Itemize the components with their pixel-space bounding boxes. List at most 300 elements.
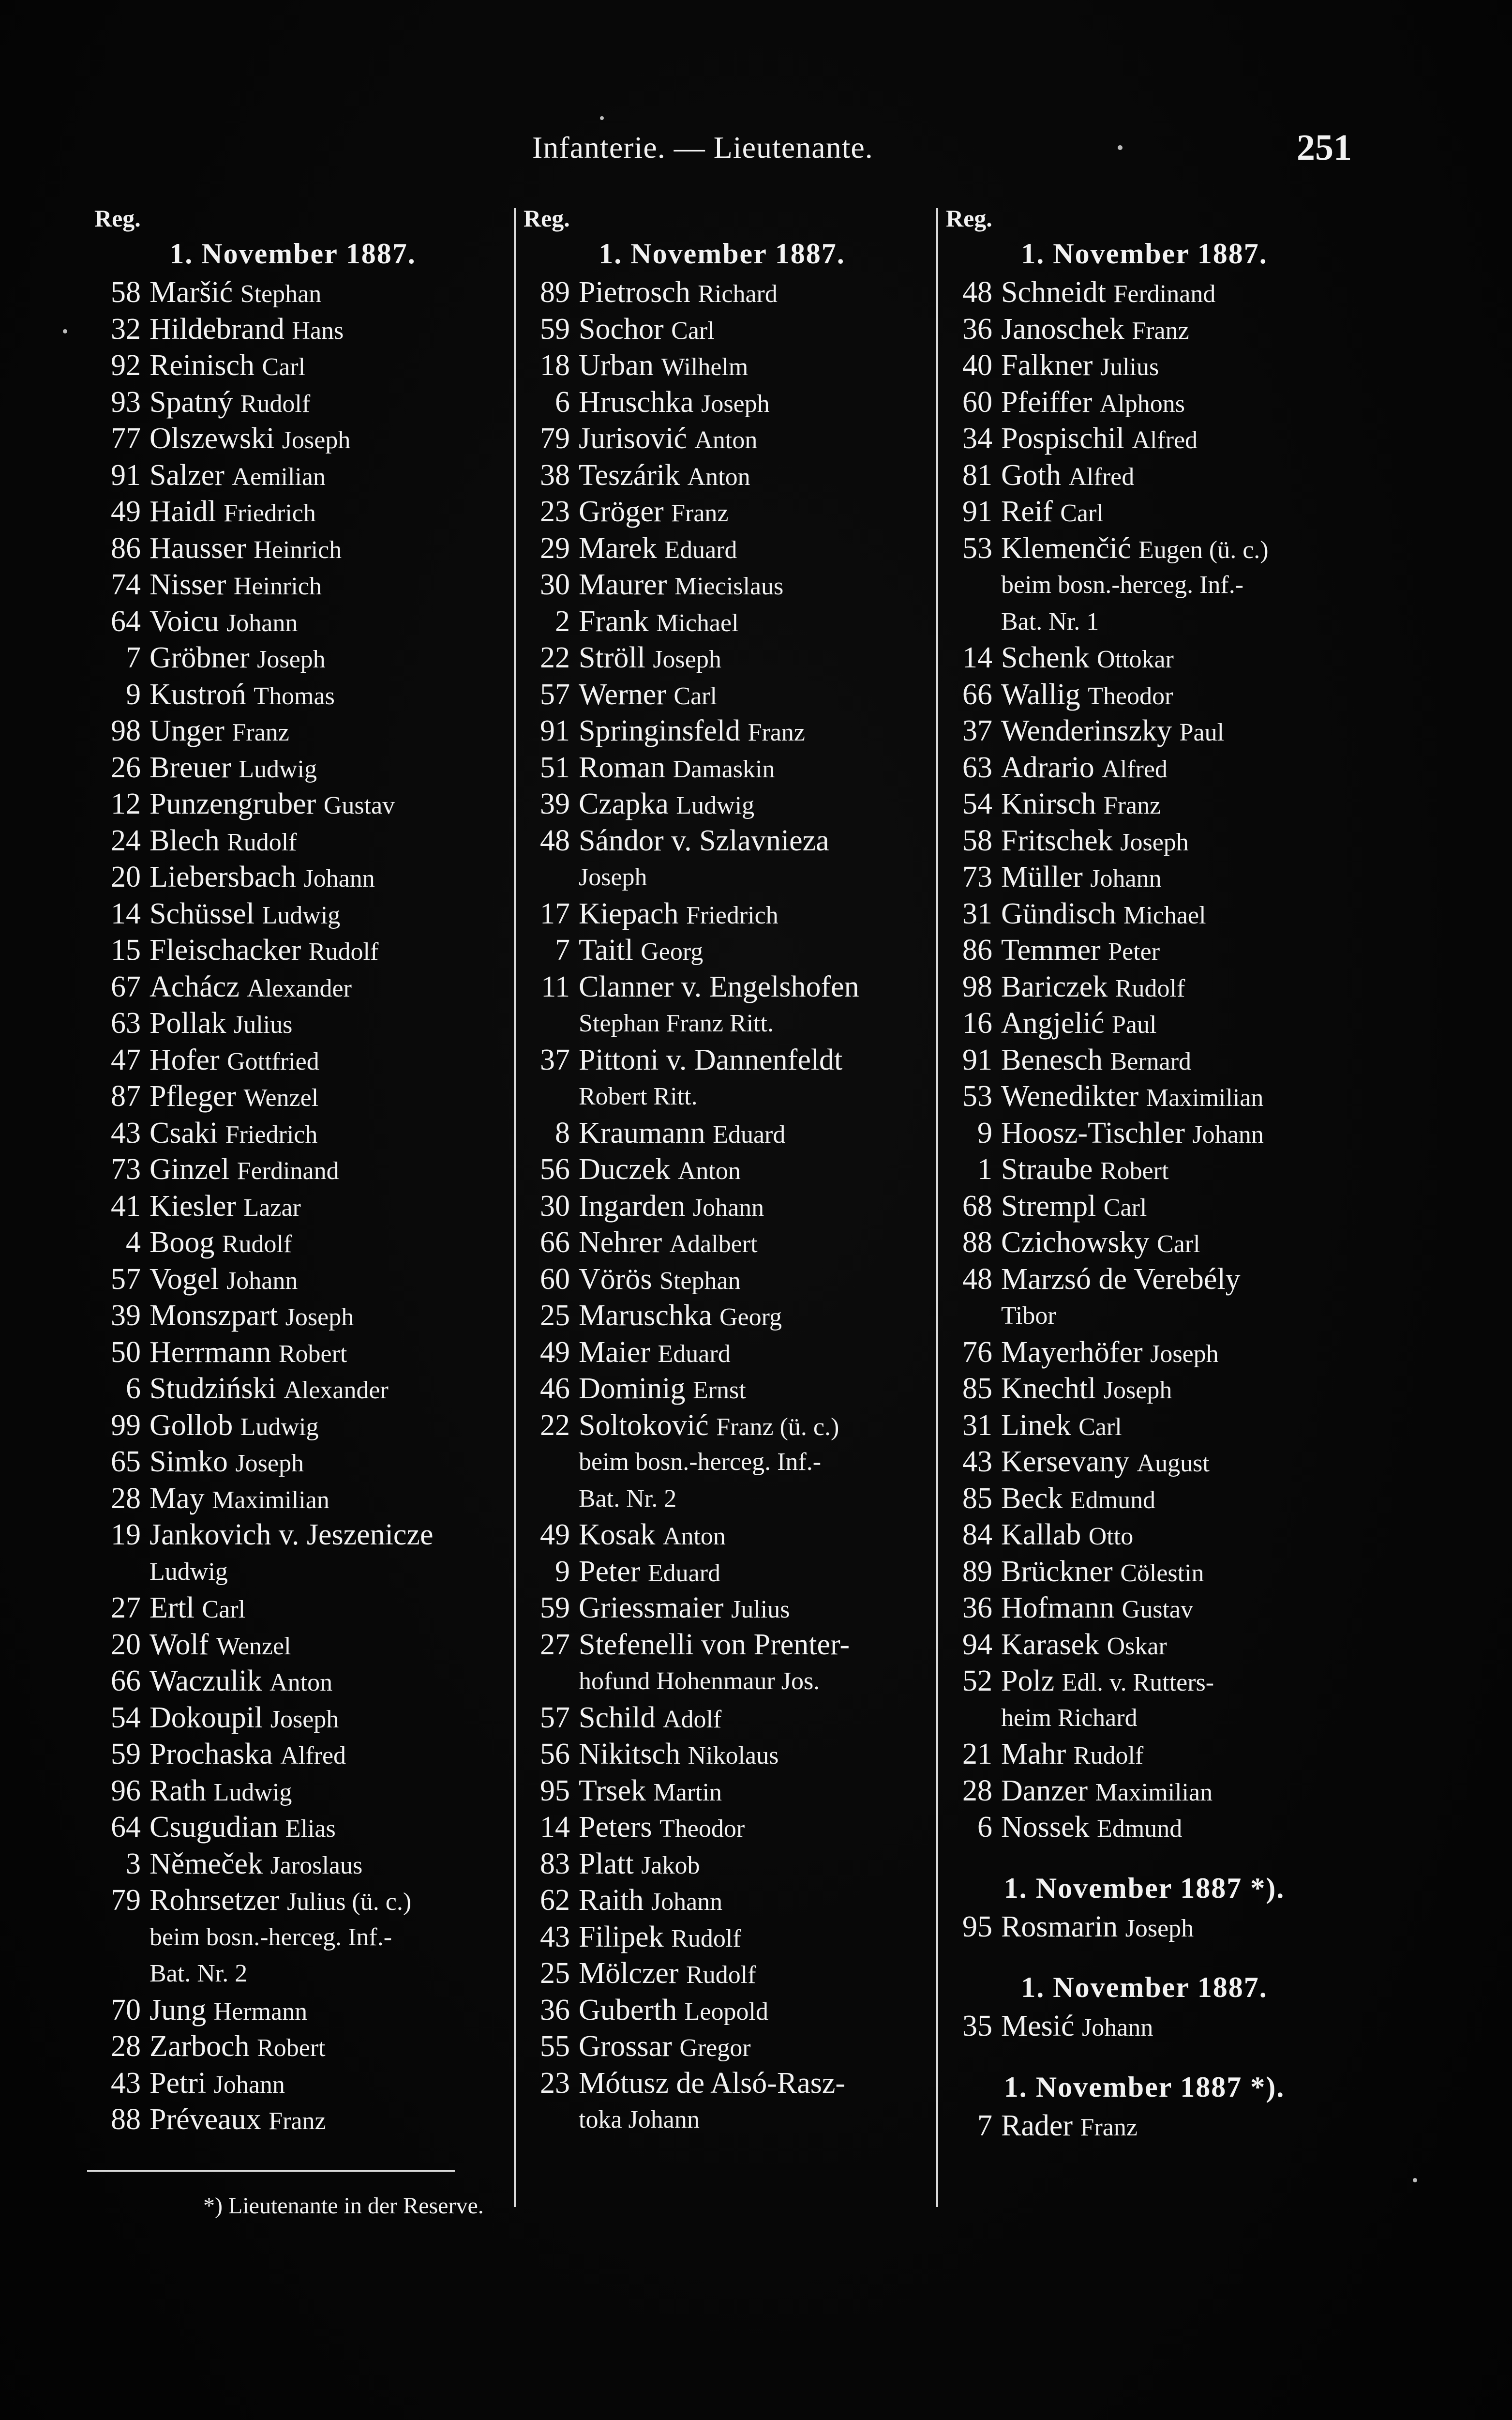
column-3	[946, 203, 1343, 2144]
given-name: Michael	[1123, 901, 1206, 929]
running-head	[0, 127, 1512, 173]
list-item	[946, 1151, 1343, 1188]
given-name: Alfred	[1132, 426, 1198, 454]
given-name: Gustav	[1122, 1596, 1193, 1623]
list-item	[946, 421, 1343, 457]
given-name: Jaroslaus	[270, 1851, 363, 1879]
regiment-number: 70	[111, 1993, 141, 2027]
list-item	[946, 1481, 1343, 1517]
list-item	[94, 1078, 491, 1115]
regiment-number: 98	[962, 970, 992, 1003]
surname: Linek	[1001, 1408, 1071, 1442]
surname: Fleischacker	[150, 934, 301, 967]
surname: Unger	[150, 714, 225, 747]
regiment-number: 96	[111, 1774, 141, 1807]
surname: Strempl	[1001, 1189, 1096, 1223]
given-name: Franz	[1132, 317, 1189, 345]
list-item	[524, 1334, 920, 1371]
surname: Petri	[150, 2066, 207, 2100]
regiment-number: 43	[540, 1920, 570, 1953]
dust-speck	[1118, 145, 1123, 150]
regiment-number: 30	[540, 568, 570, 601]
dust-speck	[600, 116, 604, 120]
regiment-number: 95	[962, 1910, 992, 1943]
surname: Ingarden	[579, 1189, 686, 1223]
list-item	[94, 1225, 491, 1261]
regiment-number: 36	[962, 1591, 992, 1624]
list-item	[524, 1736, 920, 1773]
list-item	[94, 1882, 491, 1919]
given-name: Alfred	[280, 1742, 346, 1770]
surname: Mesić	[1001, 2010, 1075, 2042]
regiment-number: 99	[111, 1408, 141, 1442]
surname: Pfleger	[150, 1080, 237, 1113]
regiment-number: 81	[962, 458, 992, 492]
surname: Stefenelli von Prenter-	[579, 1628, 850, 1661]
list-item	[946, 1407, 1343, 1444]
regiment-number: 92	[111, 349, 141, 382]
given-name: Julius	[731, 1596, 790, 1623]
list-item	[524, 1992, 920, 2029]
given-name: Rudolf	[671, 1924, 741, 1952]
list-item	[946, 1078, 1343, 1115]
given-name: Anton	[269, 1669, 333, 1696]
given-name: Bernard	[1110, 1047, 1192, 1075]
regiment-number: 56	[540, 1738, 570, 1770]
list-item	[946, 823, 1343, 860]
list-item	[946, 311, 1343, 348]
given-name: Joseph	[285, 1303, 354, 1331]
surname: Fritschek	[1001, 824, 1113, 857]
list-item	[946, 1554, 1343, 1590]
surname: Breuer	[150, 751, 231, 784]
surname: Gündisch	[1001, 897, 1116, 930]
given-name: Joseph	[282, 426, 351, 454]
regiment-number: 20	[111, 861, 141, 893]
regiment-number: 76	[962, 1335, 992, 1369]
regiment-number: 36	[540, 1993, 570, 2027]
regiment-number: 41	[111, 1189, 141, 1223]
regiment-number: 29	[540, 531, 570, 565]
given-name: Gottfried	[227, 1047, 319, 1075]
given-name: Johann	[651, 1888, 723, 1916]
list-item	[94, 1334, 491, 1371]
given-name: Martin	[653, 1778, 722, 1806]
list-item	[524, 969, 920, 1006]
given-name: Johann	[226, 1267, 298, 1295]
given-name: Joseph	[1125, 1914, 1194, 1942]
regiment-number: 43	[111, 2066, 141, 2100]
regiment-number: 68	[962, 1189, 992, 1223]
regiment-number: 21	[962, 1738, 992, 1770]
given-name: Damaskin	[673, 755, 775, 783]
list-item	[94, 348, 491, 384]
surname: Pollak	[150, 1007, 226, 1040]
entry-continuation: beim bosn.-herceg. Inf.-	[579, 1448, 822, 1476]
surname: Danzer	[1001, 1774, 1088, 1807]
list-item	[946, 896, 1343, 933]
list-item	[94, 1517, 491, 1554]
surname: Simko	[150, 1445, 228, 1478]
regiment-number: 23	[540, 2066, 570, 2100]
list-item	[94, 1444, 491, 1481]
list-item	[524, 530, 920, 567]
surname: Herrmann	[150, 1335, 271, 1369]
list-item	[946, 1590, 1343, 1627]
given-name: Edmund	[1097, 1815, 1183, 1843]
surname: Monszpart	[150, 1299, 278, 1332]
reg-label: Reg.	[524, 205, 570, 232]
given-name: Rudolf	[1115, 974, 1185, 1002]
given-name: Ludwig	[262, 901, 341, 929]
regiment-number: 49	[540, 1335, 570, 1369]
surname: Hoosz-Tischler	[1001, 1116, 1185, 1150]
list-item	[524, 2065, 920, 2102]
surname: Dominig	[579, 1372, 686, 1405]
surname: Vörös	[579, 1262, 652, 1296]
list-item	[524, 1188, 920, 1225]
list-item	[94, 1700, 491, 1737]
regiment-number: 32	[111, 312, 141, 346]
entry-continuation: Bat. Nr. 2	[150, 1960, 248, 1987]
given-name: Wilhelm	[661, 353, 749, 381]
given-name: Julius (ü. c.)	[287, 1888, 412, 1916]
regiment-number: 88	[111, 2103, 141, 2136]
regiment-number: 87	[111, 1080, 141, 1113]
list-item	[94, 2028, 491, 2065]
list-item	[524, 640, 920, 677]
given-name: Johann	[226, 609, 298, 637]
list-item	[94, 1005, 491, 1042]
surname: Frank	[579, 605, 649, 638]
surname: Nikitsch	[579, 1738, 681, 1770]
regiment-number: 79	[540, 422, 570, 455]
regiment-number: 59	[111, 1738, 141, 1770]
list-item	[946, 348, 1343, 384]
given-name: Edmund	[1070, 1486, 1156, 1514]
list-item	[94, 421, 491, 457]
entry-continuation: hofund Hohenmaur Jos.	[579, 1667, 820, 1695]
regiment-number: 58	[962, 824, 992, 857]
given-name: Ferdinand	[237, 1157, 339, 1185]
surname: Maurer	[579, 568, 667, 601]
list-item	[946, 384, 1343, 421]
list-item	[94, 1371, 491, 1407]
section-heading: 1. November 1887.	[169, 238, 416, 270]
regiment-number: 88	[962, 1226, 992, 1259]
list-item	[94, 932, 491, 969]
regiment-number: 54	[111, 1701, 141, 1734]
surname: Waczulik	[150, 1664, 262, 1697]
given-name: Friedrich	[225, 1120, 318, 1149]
surname: Spatný	[150, 385, 233, 419]
given-name: Hans	[292, 317, 344, 345]
surname: Blech	[150, 824, 220, 857]
entry-continuation: Ludwig	[150, 1558, 228, 1586]
given-name: Robert	[257, 2034, 326, 2062]
dust-speck	[1413, 2178, 1417, 2182]
surname: Schenk	[1001, 641, 1090, 674]
surname: Wenedikter	[1001, 1080, 1139, 1113]
regiment-number: 63	[962, 751, 992, 784]
list-item	[946, 1261, 1343, 1298]
regiment-number: 47	[111, 1043, 141, 1076]
surname: Duczek	[579, 1153, 671, 1186]
regiment-number: 51	[540, 751, 570, 784]
regiment-number: 35	[962, 2010, 992, 2042]
column-divider-2	[936, 208, 938, 2207]
surname: Kustroń	[150, 678, 246, 711]
given-name: Heinrich	[254, 536, 342, 564]
given-name: Maximilian	[212, 1486, 329, 1514]
list-item	[524, 1517, 920, 1554]
regiment-number: 49	[540, 1518, 570, 1551]
regiment-number: 6	[126, 1372, 141, 1405]
given-name: Joseph	[270, 1705, 339, 1733]
surname: Mayerhöfer	[1001, 1335, 1143, 1369]
regiment-number: 50	[111, 1335, 141, 1369]
surname: Rosmarin	[1001, 1910, 1118, 1943]
surname: Trsek	[579, 1774, 646, 1807]
column-divider-1	[514, 208, 516, 2207]
given-name: Adolf	[662, 1705, 722, 1733]
list-item	[94, 1846, 491, 1883]
list-item	[946, 1188, 1343, 1225]
surname: Rader	[1001, 2109, 1073, 2142]
regiment-number: 6	[977, 1811, 992, 1844]
regiment-number: 59	[540, 312, 570, 346]
list-item	[524, 1151, 920, 1188]
surname: Polz	[1001, 1664, 1055, 1697]
surname: Teszárik	[579, 458, 680, 492]
surname: Liebersbach	[150, 861, 296, 893]
surname: Vogel	[150, 1262, 219, 1296]
regiment-number: 39	[111, 1299, 141, 1332]
regiment-number: 67	[111, 970, 141, 1003]
given-name: Ludwig	[213, 1778, 292, 1806]
surname: Maršić	[150, 276, 233, 309]
list-item	[94, 1481, 491, 1517]
given-name: Rudolf	[222, 1230, 292, 1258]
list-item	[94, 1736, 491, 1773]
given-name: Ludwig	[239, 755, 317, 783]
list-item	[524, 1773, 920, 1810]
surname: Kiesler	[150, 1189, 237, 1223]
list-item	[946, 1334, 1343, 1371]
given-name: Robert	[1100, 1157, 1169, 1185]
regiment-number: 48	[540, 824, 570, 857]
given-name: Richard	[698, 280, 778, 308]
regiment-number: 60	[540, 1262, 570, 1296]
given-name: Joseph	[1120, 828, 1189, 856]
surname: Guberth	[579, 1993, 677, 2027]
list-item	[524, 677, 920, 713]
list-item	[94, 2102, 491, 2138]
list-item	[946, 640, 1343, 677]
given-name: Robert	[278, 1340, 347, 1368]
surname: Salzer	[150, 458, 225, 492]
regiment-number: 79	[111, 1884, 141, 1917]
surname: Straube	[1001, 1153, 1093, 1186]
surname: Hruschka	[579, 385, 694, 419]
given-name: Johann	[692, 1194, 764, 1222]
given-name: Georg	[641, 938, 704, 966]
given-name: Cölestin	[1120, 1559, 1204, 1587]
list-item	[94, 1115, 491, 1152]
given-name: Rudolf	[240, 390, 311, 418]
given-name: Carl	[1060, 499, 1104, 527]
surname: Kersevany	[1001, 1445, 1130, 1478]
given-name: Gustav	[323, 792, 395, 819]
regiment-number: 52	[962, 1664, 992, 1697]
list-item	[524, 2028, 920, 2065]
list-item	[524, 1042, 920, 1079]
surname: Sándor v. Szlavnieza	[579, 824, 829, 857]
list-item	[946, 530, 1343, 567]
surname: Ertl	[150, 1591, 195, 1624]
surname: Hofer	[150, 1043, 220, 1076]
regiment-number: 12	[111, 787, 141, 820]
given-name: Ferdinand	[1113, 280, 1216, 308]
given-name: Alfred	[1102, 755, 1168, 783]
given-name: Rudolf	[686, 1961, 756, 1989]
regiment-number: 57	[540, 678, 570, 711]
list-item	[946, 1225, 1343, 1261]
given-name: Eugen (ü. c.)	[1138, 536, 1269, 564]
section-heading: 1. November 1887 *).	[1003, 2071, 1285, 2103]
surname: Brückner	[1001, 1555, 1113, 1588]
given-name: Adalbert	[669, 1230, 758, 1258]
given-name: Friedrich	[224, 499, 316, 527]
list-item	[524, 1700, 920, 1737]
regiment-number: 40	[962, 349, 992, 382]
entry-continuation: Bat. Nr. 2	[579, 1484, 677, 1512]
entry-continuation: beim bosn.-herceg. Inf.-	[1001, 571, 1244, 599]
given-name: Anton	[677, 1157, 741, 1185]
surname: Haidl	[150, 495, 216, 528]
regiment-number: 1	[977, 1153, 992, 1186]
running-title: Infanterie. — Lieutenante.	[532, 130, 873, 165]
list-item	[94, 750, 491, 786]
list-item	[946, 1115, 1343, 1152]
given-name: Maximilian	[1146, 1084, 1264, 1112]
surname: Knechtl	[1001, 1372, 1096, 1405]
list-item	[946, 1627, 1343, 1664]
list-item	[946, 1005, 1343, 1042]
regiment-number: 93	[111, 385, 141, 419]
given-name: Edl. v. Rutters-	[1062, 1669, 1214, 1696]
given-name: Leopold	[684, 1997, 768, 2026]
list-item	[94, 311, 491, 348]
regiment-number: 9	[555, 1555, 570, 1588]
given-name: Johann	[1090, 865, 1162, 892]
list-item	[94, 640, 491, 677]
regiment-number: 37	[540, 1043, 570, 1076]
regiment-number: 16	[962, 1007, 992, 1040]
regiment-number: 3	[126, 1847, 141, 1880]
given-name: Carl	[202, 1596, 246, 1623]
list-item	[94, 1042, 491, 1079]
given-name: Franz	[671, 499, 729, 527]
given-name: Rudolf	[308, 938, 379, 966]
given-name: Eduard	[713, 1120, 786, 1149]
surname: Wolf	[150, 1628, 209, 1661]
regiment-number: 64	[111, 1811, 141, 1844]
surname: Falkner	[1001, 349, 1093, 382]
regiment-number: 25	[540, 1299, 570, 1332]
list-item	[94, 1992, 491, 2029]
given-name: Franz	[269, 2107, 326, 2135]
list-item	[946, 677, 1343, 713]
entry-continuation: Bat. Nr. 1	[1001, 607, 1099, 635]
regiment-number: 73	[962, 861, 992, 893]
list-item	[524, 713, 920, 750]
regiment-number: 53	[962, 1080, 992, 1113]
regiment-number: 86	[111, 531, 141, 565]
list-item	[946, 932, 1343, 969]
regiment-number: 64	[111, 605, 141, 638]
given-name: Friedrich	[686, 901, 778, 929]
given-name: Joseph	[235, 1450, 304, 1477]
given-name: Eduard	[658, 1340, 731, 1368]
given-name: Lazar	[243, 1194, 301, 1222]
list-item	[94, 1809, 491, 1846]
regiment-number: 91	[962, 1043, 992, 1076]
given-name: Eduard	[647, 1559, 721, 1587]
list-item	[946, 859, 1343, 896]
given-name: Carl	[671, 317, 715, 345]
regiment-number: 58	[111, 276, 141, 309]
regiment-number: 14	[962, 641, 992, 674]
regiment-number: 84	[962, 1518, 992, 1551]
surname: Nossek	[1001, 1811, 1090, 1844]
regiment-number: 25	[540, 1957, 570, 1990]
given-name: Hermann	[213, 1997, 308, 2026]
given-name: Anton	[662, 1523, 726, 1550]
surname: Platt	[579, 1847, 634, 1880]
list-item	[94, 604, 491, 640]
list-item	[94, 2065, 491, 2102]
list-item	[946, 1517, 1343, 1554]
entry-continuation: Joseph	[579, 863, 647, 891]
given-name: Franz	[748, 719, 806, 746]
given-name: Carl	[262, 353, 306, 381]
surname: Reinisch	[150, 349, 254, 382]
given-name: Joseph	[257, 646, 326, 673]
list-item	[524, 932, 920, 969]
list-item	[524, 1590, 920, 1627]
given-name: Michael	[656, 609, 739, 637]
surname: Hildebrand	[150, 312, 284, 346]
given-name: Eduard	[664, 536, 737, 564]
given-name: Johann	[1192, 1120, 1264, 1149]
regiment-number: 91	[962, 495, 992, 528]
given-name: Carl	[1157, 1230, 1200, 1258]
list-item	[524, 348, 920, 384]
column-1	[94, 203, 491, 2138]
list-item	[524, 1955, 920, 1992]
surname: Raith	[579, 1884, 644, 1917]
surname: Schneidt	[1001, 276, 1106, 309]
regiment-number: 9	[977, 1116, 992, 1150]
list-item	[94, 859, 491, 896]
regiment-number: 28	[111, 2030, 141, 2063]
surname: Marzsó de Verebély	[1001, 1262, 1241, 1296]
given-name: Alexander	[284, 1376, 389, 1404]
surname: Mótusz de Alsó-Rasz-	[579, 2066, 846, 2100]
list-item	[946, 750, 1343, 786]
given-name: Otto	[1088, 1523, 1134, 1550]
